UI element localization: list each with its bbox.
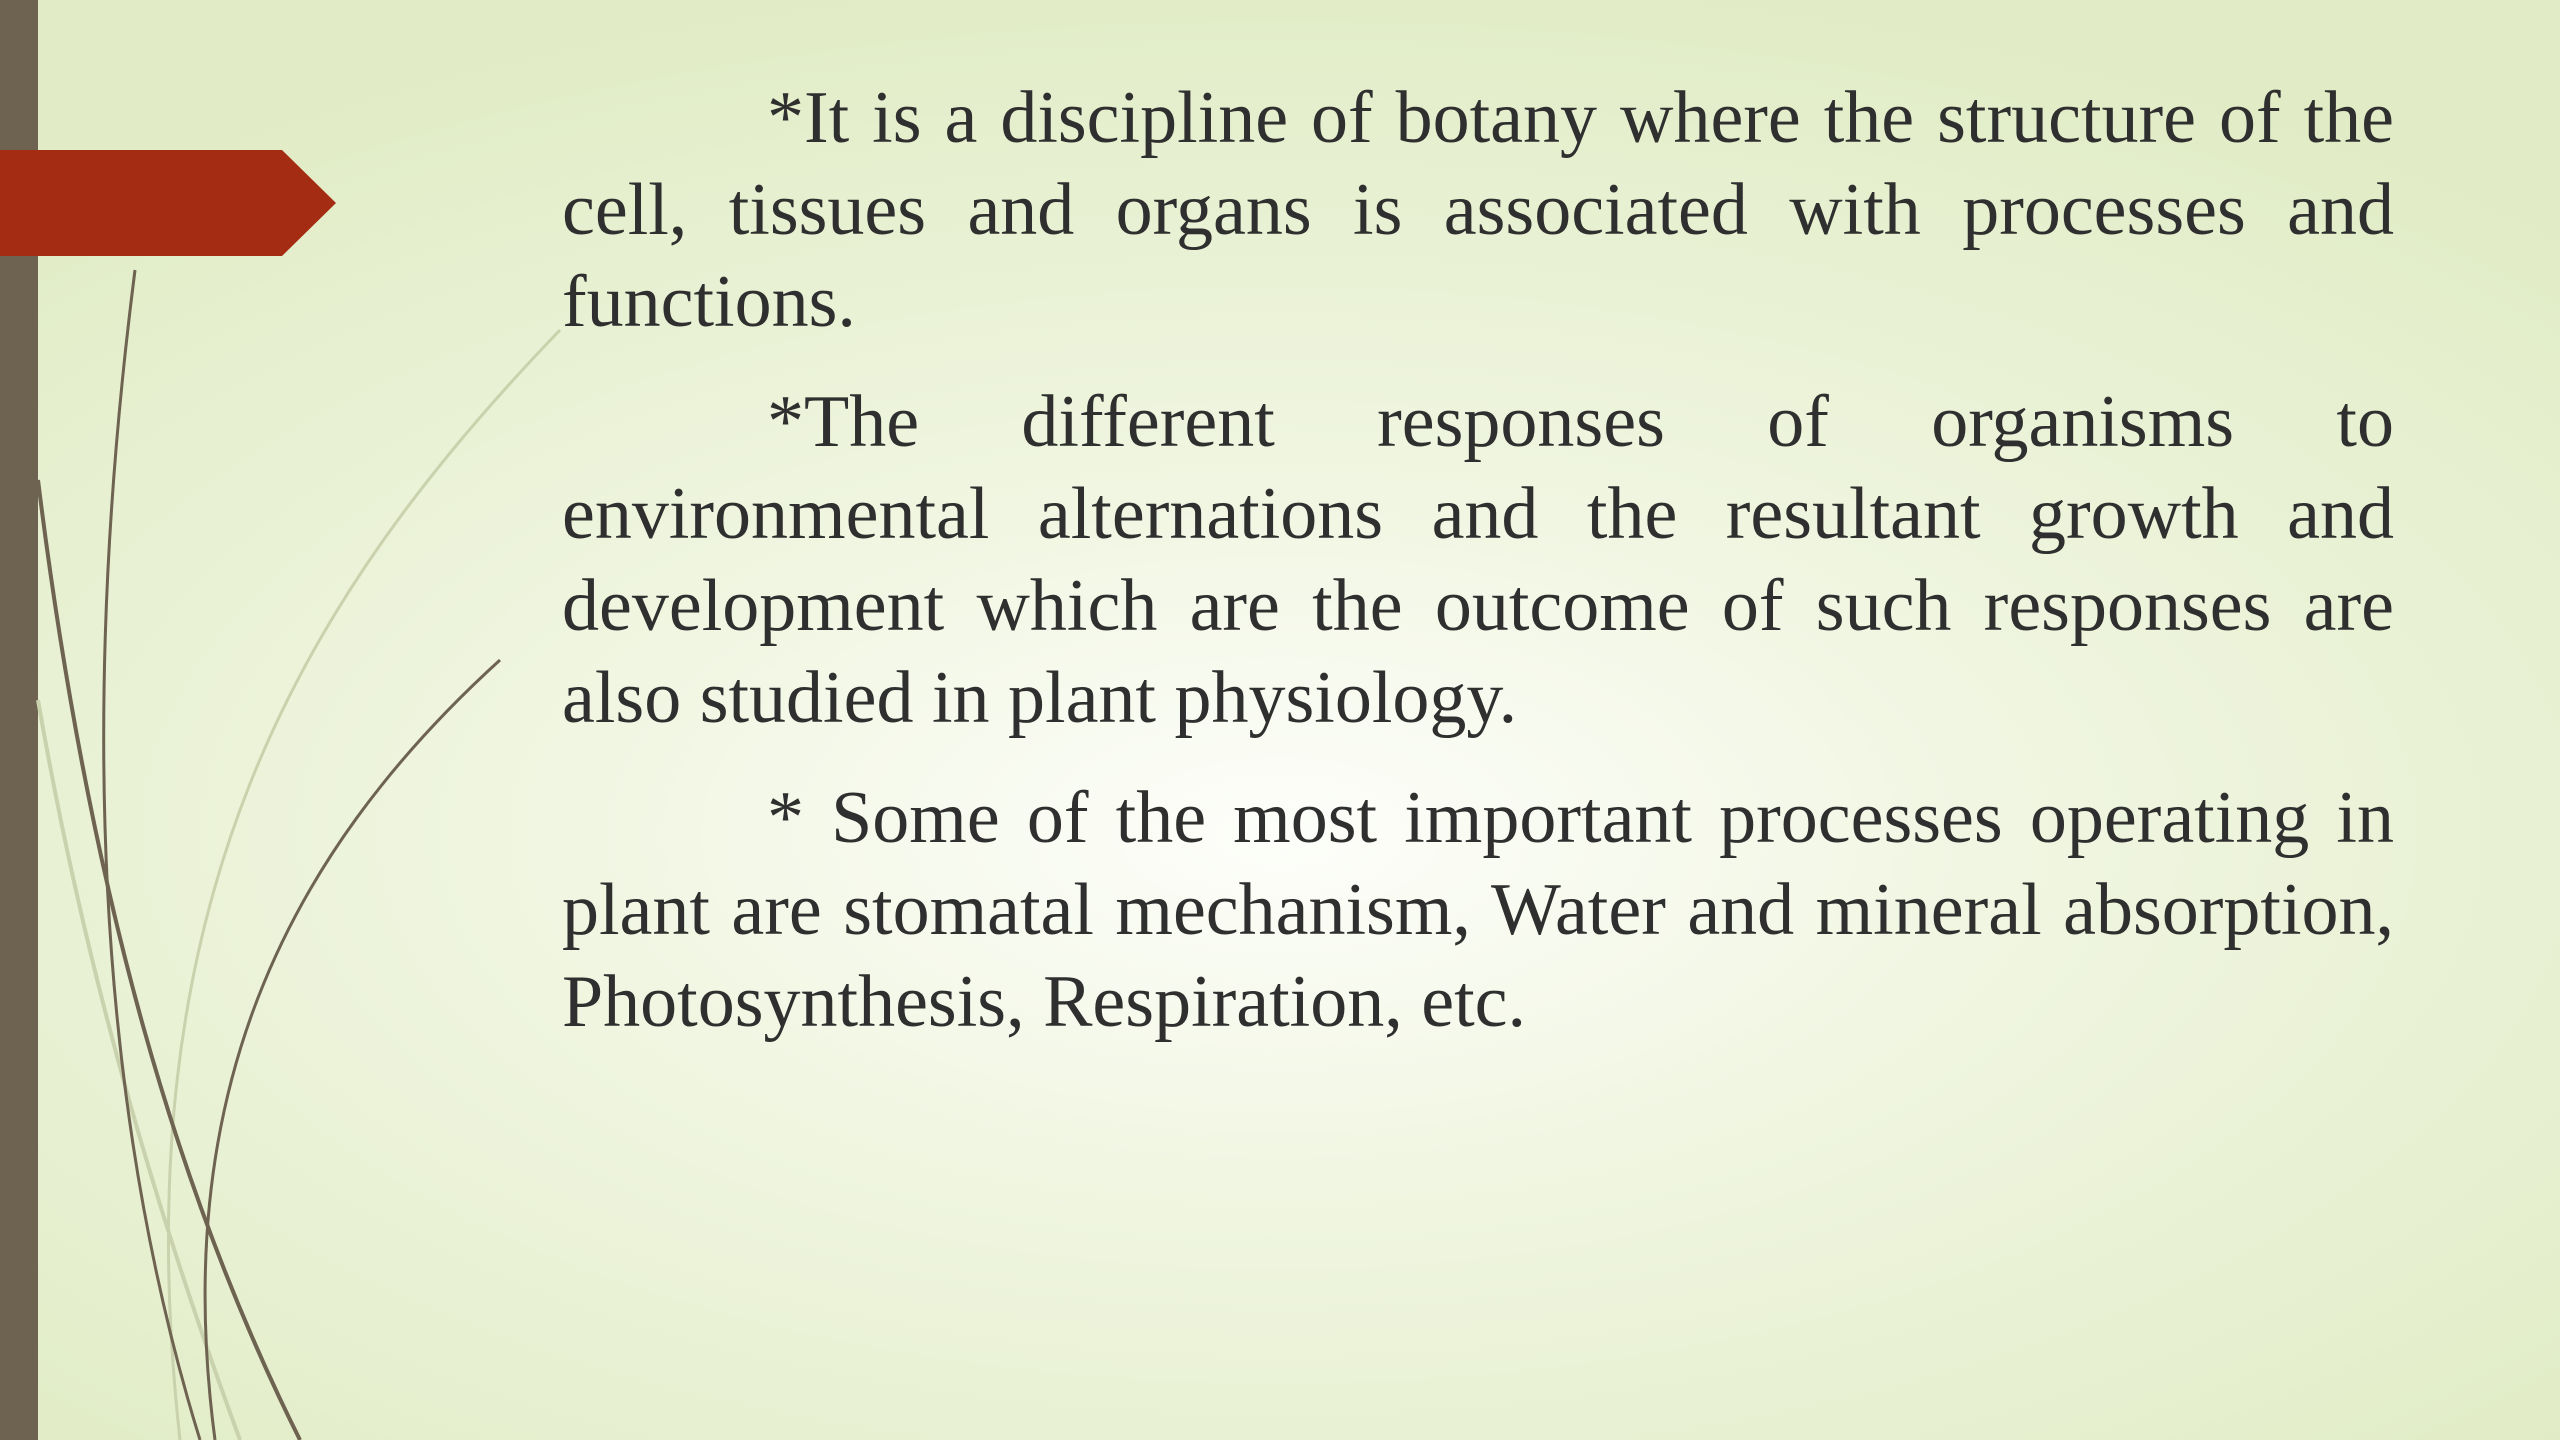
slide-body	[562, 72, 2394, 1076]
swoosh-line-dark-2	[38, 480, 300, 1440]
paragraph-1: *It is a discipline of botany where the structure of the cell, tissues and organs is associated with processes and functions.	[562, 77, 2394, 343]
paragraph-3: * Some of the most important processes operating in plant are stomatal mechanism, Water and mineral absorption, Photosynthesis, Respiration, etc.	[562, 777, 2394, 1043]
accent-arrow-tab	[0, 150, 336, 256]
accent-arrow-shape	[0, 150, 336, 256]
swoosh-line-light-2	[38, 700, 240, 1440]
swoosh-line-light-1	[168, 330, 560, 1440]
paragraph-2: *The different responses of organisms to environmental alternations and the resultant growth and development which are the outcome of such responses are also studied in plant physiology.	[562, 381, 2394, 739]
swoosh-line-dark-3	[205, 660, 500, 1440]
swoosh-line-dark-1	[104, 270, 200, 1440]
